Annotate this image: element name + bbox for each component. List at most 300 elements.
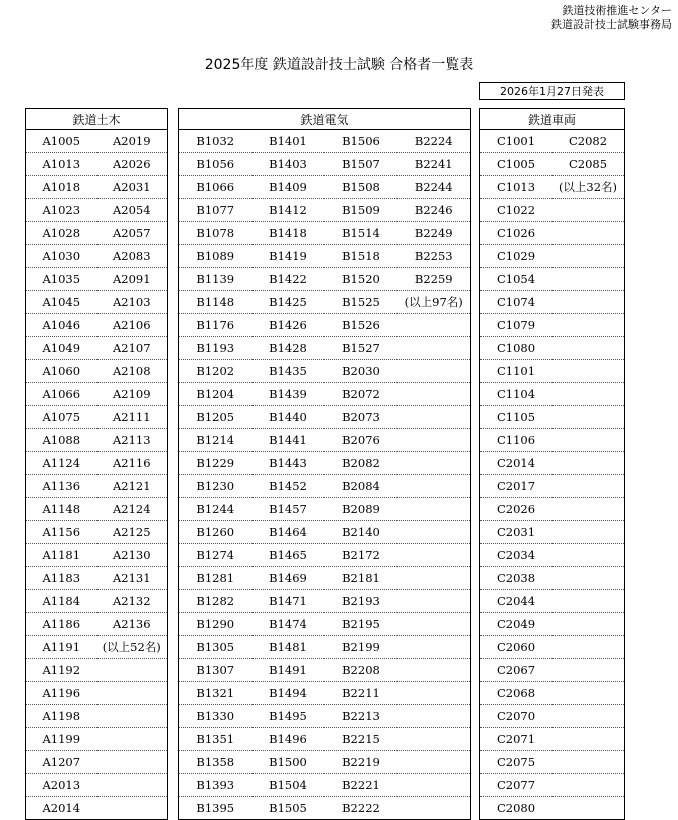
- examinee-number-cell: B1500: [252, 751, 325, 774]
- examinee-number-cell: B1305: [179, 636, 252, 659]
- examinee-number-cell: C1105: [480, 406, 553, 429]
- electric-table: [178, 108, 471, 820]
- table-row: [26, 360, 168, 383]
- examinee-number-cell: B1507: [324, 153, 397, 176]
- examinee-number-cell: A1183: [26, 567, 97, 590]
- examinee-number-cell: B1077: [179, 199, 252, 222]
- table-row: [26, 337, 168, 360]
- table-row: [480, 498, 625, 521]
- examinee-number-cell: B1321: [179, 682, 252, 705]
- examinee-number-cell: [397, 544, 470, 567]
- examinee-number-cell: B1525: [324, 291, 397, 314]
- examinee-number-cell: [397, 728, 470, 751]
- examinee-number-cell: A1030: [26, 245, 97, 268]
- table-row: [480, 153, 625, 176]
- examinee-number-cell: A1046: [26, 314, 97, 337]
- table-row: [480, 728, 625, 751]
- examinee-number-cell: [397, 682, 470, 705]
- table-row: [480, 245, 625, 268]
- examinee-number-cell: B2089: [324, 498, 397, 521]
- examinee-number-cell: C2082: [552, 130, 625, 153]
- examinee-number-cell: A2019: [97, 130, 168, 153]
- examinee-number-cell: A2108: [97, 360, 168, 383]
- examinee-number-cell: A1196: [26, 682, 97, 705]
- examinee-number-cell: [397, 406, 470, 429]
- examinee-number-cell: [552, 521, 625, 544]
- examinee-number-cell: B1412: [252, 199, 325, 222]
- examinee-number-cell: B1464: [252, 521, 325, 544]
- examinee-number-cell: A1049: [26, 337, 97, 360]
- examinee-number-cell: B1452: [252, 475, 325, 498]
- examinee-number-cell: (以上97名): [397, 291, 470, 314]
- examinee-number-cell: A1018: [26, 176, 97, 199]
- table-row: [480, 475, 625, 498]
- examinee-number-cell: B1520: [324, 268, 397, 291]
- table-row: [179, 130, 471, 153]
- examinee-number-cell: B1351: [179, 728, 252, 751]
- table-row: [480, 406, 625, 429]
- examinee-number-cell: [397, 705, 470, 728]
- examinee-number-cell: [97, 659, 168, 682]
- examinee-number-cell: C1101: [480, 360, 553, 383]
- table-row: [26, 682, 168, 705]
- examinee-number-cell: B2219: [324, 751, 397, 774]
- examinee-number-cell: [97, 751, 168, 774]
- table-row: [26, 659, 168, 682]
- table-row: [480, 613, 625, 636]
- examinee-number-cell: B1419: [252, 245, 325, 268]
- table-row: [480, 567, 625, 590]
- examinee-number-cell: A1066: [26, 383, 97, 406]
- examinee-number-cell: B2195: [324, 613, 397, 636]
- examinee-number-cell: C2080: [496, 801, 536, 815]
- examinee-number-cell: A2109: [97, 383, 168, 406]
- table-row: [480, 314, 625, 337]
- organization-name: 鉄道技術推進センター: [562, 4, 672, 17]
- examinee-number-cell: A1028: [26, 222, 97, 245]
- examinee-number-cell: C2044: [480, 590, 553, 613]
- table-row: [179, 452, 471, 475]
- examinee-number-cell: [552, 383, 625, 406]
- examinee-number-cell: [552, 406, 625, 429]
- examinee-number-cell: C1079: [480, 314, 553, 337]
- examinee-number-cell: [397, 774, 470, 797]
- table-row: [480, 659, 625, 682]
- examinee-number-cell: B2208: [324, 659, 397, 682]
- examinee-number-cell: B1202: [179, 360, 252, 383]
- examinee-number-cell: [552, 705, 625, 728]
- table-row: [480, 429, 625, 452]
- examinee-number-cell: B2072: [324, 383, 397, 406]
- table-row: [480, 544, 625, 567]
- examinee-number-cell: C2038: [480, 567, 553, 590]
- examinee-number-cell: B2211: [324, 682, 397, 705]
- table-row: [480, 636, 625, 659]
- examinee-number-cell: C2075: [480, 751, 553, 774]
- examinee-number-cell: A1124: [26, 452, 97, 475]
- examinee-number-cell: B1474: [252, 613, 325, 636]
- table-row: [26, 222, 168, 245]
- examinee-number-cell: B1244: [179, 498, 252, 521]
- examinee-number-cell: B1471: [252, 590, 325, 613]
- examinee-number-cell: A1045: [26, 291, 97, 314]
- table-row: [179, 176, 471, 199]
- examinee-number-cell: B1393: [179, 774, 252, 797]
- examinee-number-cell: C1029: [480, 245, 553, 268]
- examinee-number-cell: B2222: [342, 801, 380, 815]
- table-row: [179, 337, 471, 360]
- examinee-number-cell: B1274: [179, 544, 252, 567]
- table-row: [179, 682, 471, 705]
- examinee-number-cell: B2221: [324, 774, 397, 797]
- examinee-number-cell: [397, 590, 470, 613]
- table-row: [480, 452, 625, 475]
- civil-table: [25, 108, 168, 820]
- examinee-number-cell: A2031: [97, 176, 168, 199]
- examinee-number-cell: A1191: [26, 636, 97, 659]
- examinee-number-cell: A1060: [26, 360, 97, 383]
- examinee-number-cell: C1013: [480, 176, 553, 199]
- examinee-number-cell: B1230: [179, 475, 252, 498]
- examinee-number-cell: [552, 613, 625, 636]
- table-row: [179, 314, 471, 337]
- examinee-number-cell: B1426: [252, 314, 325, 337]
- examinee-number-cell: B2084: [324, 475, 397, 498]
- examinee-number-cell: B1505: [269, 801, 307, 815]
- examinee-number-cell: B2259: [397, 268, 470, 291]
- examinee-number-cell: A2057: [97, 222, 168, 245]
- table-row: [480, 222, 625, 245]
- examinee-number-cell: [397, 567, 470, 590]
- examinee-number-cell: B2140: [324, 521, 397, 544]
- examinee-number-cell: [552, 797, 625, 820]
- examinee-number-cell: C1106: [480, 429, 553, 452]
- examinee-number-cell: B2073: [324, 406, 397, 429]
- examinee-number-cell: C1005: [480, 153, 553, 176]
- table-row: [26, 406, 168, 429]
- examinee-number-cell: B1193: [179, 337, 252, 360]
- examinee-number-cell: [397, 475, 470, 498]
- table-row: [26, 590, 168, 613]
- table-row: [480, 337, 625, 360]
- examinee-number-cell: [397, 383, 470, 406]
- table-row: [26, 153, 168, 176]
- examinee-number-cell: B1148: [179, 291, 252, 314]
- examinee-number-cell: A2113: [97, 429, 168, 452]
- table-row: [179, 590, 471, 613]
- examinee-number-cell: B1491: [252, 659, 325, 682]
- table-row: [480, 682, 625, 705]
- examinee-number-cell: B1401: [252, 130, 325, 153]
- table-row: [179, 751, 471, 774]
- table-row: [179, 383, 471, 406]
- table-row: [179, 544, 471, 567]
- examinee-number-cell: [397, 360, 470, 383]
- examinee-number-cell: [397, 452, 470, 475]
- examinee-number-cell: B1527: [324, 337, 397, 360]
- examinee-number-cell: [552, 222, 625, 245]
- table-row: [26, 774, 168, 797]
- table-row: [179, 705, 471, 728]
- table-row: [179, 475, 471, 498]
- examinee-number-cell: [397, 337, 470, 360]
- examinee-number-cell: B1443: [252, 452, 325, 475]
- examinee-number-cell: [397, 613, 470, 636]
- examinee-number-cell: B1056: [179, 153, 252, 176]
- table-row: [480, 268, 625, 291]
- table-row: [179, 797, 471, 820]
- examinee-number-cell: B1032: [179, 130, 252, 153]
- table-row: [26, 613, 168, 636]
- table-row: [26, 130, 168, 153]
- examinee-number-cell: B2244: [397, 176, 470, 199]
- examinee-number-cell: C1026: [480, 222, 553, 245]
- table-row: [26, 268, 168, 291]
- examinee-number-cell: [97, 797, 168, 820]
- announce-date: 2026年1月27日発表: [479, 82, 625, 100]
- page-title: 2025年度 鉄道設計技士試験 合格者一覧表: [204, 57, 474, 73]
- table-row: [26, 521, 168, 544]
- examinee-number-cell: [397, 314, 470, 337]
- examinee-number-cell: C2071: [480, 728, 553, 751]
- examinee-number-cell: A2121: [97, 475, 168, 498]
- table-row: [26, 199, 168, 222]
- examinee-number-cell: A1186: [26, 613, 97, 636]
- examinee-number-cell: [97, 728, 168, 751]
- table-row: [179, 153, 471, 176]
- examinee-number-cell: [552, 291, 625, 314]
- examinee-number-cell: B1089: [179, 245, 252, 268]
- examinee-number-cell: C1104: [480, 383, 553, 406]
- table-row: [179, 498, 471, 521]
- examinee-number-cell: B1204: [179, 383, 252, 406]
- table-row: [26, 429, 168, 452]
- table-row: [480, 176, 625, 199]
- table-row: [480, 360, 625, 383]
- examinee-number-cell: [397, 636, 470, 659]
- table-row: [179, 222, 471, 245]
- examinee-number-cell: A1156: [26, 521, 97, 544]
- examinee-number-cell: B2253: [397, 245, 470, 268]
- examinee-number-cell: B1330: [179, 705, 252, 728]
- examinee-number-cell: B1481: [252, 636, 325, 659]
- examinee-number-cell: A2132: [97, 590, 168, 613]
- examinee-number-cell: A1035: [26, 268, 97, 291]
- table-row: [179, 521, 471, 544]
- examinee-number-cell: C2049: [480, 613, 553, 636]
- examinee-number-cell: B1290: [179, 613, 252, 636]
- examinee-number-cell: C1074: [480, 291, 553, 314]
- examinee-number-cell: [397, 498, 470, 521]
- examinee-number-cell: B1495: [252, 705, 325, 728]
- examinee-number-cell: B2246: [397, 199, 470, 222]
- table-row: [480, 774, 625, 797]
- examinee-number-cell: B1439: [252, 383, 325, 406]
- table-row: [480, 291, 625, 314]
- table-row: [179, 245, 471, 268]
- examinee-number-cell: B2241: [397, 153, 470, 176]
- examinee-number-cell: C2067: [480, 659, 553, 682]
- examinee-number-cell: [552, 567, 625, 590]
- table-row: [26, 245, 168, 268]
- examinee-number-cell: B1205: [179, 406, 252, 429]
- examinee-number-cell: C1080: [480, 337, 553, 360]
- examinee-number-cell: B1066: [179, 176, 252, 199]
- vehicle-header: 鉄道車両: [480, 109, 625, 130]
- examinee-number-cell: B1425: [252, 291, 325, 314]
- examinee-number-cell: A2083: [97, 245, 168, 268]
- examinee-number-cell: B1229: [179, 452, 252, 475]
- table-row: [179, 268, 471, 291]
- examinee-number-cell: A2116: [97, 452, 168, 475]
- table-row: [179, 774, 471, 797]
- examinee-number-cell: B1518: [324, 245, 397, 268]
- examinee-number-cell: B1176: [179, 314, 252, 337]
- examinee-number-cell: [97, 705, 168, 728]
- examinee-number-cell: B2215: [324, 728, 397, 751]
- examinee-number-cell: A2111: [97, 406, 168, 429]
- examinee-number-cell: A2136: [97, 613, 168, 636]
- examinee-number-cell: A1199: [26, 728, 97, 751]
- examinee-number-cell: B1504: [252, 774, 325, 797]
- examinee-number-cell: A1184: [26, 590, 97, 613]
- examinee-number-cell: [552, 728, 625, 751]
- examinee-number-cell: A1136: [26, 475, 97, 498]
- table-row: [179, 613, 471, 636]
- examinee-number-cell: B1526: [324, 314, 397, 337]
- examinee-number-cell: A2106: [97, 314, 168, 337]
- examinee-number-cell: [97, 774, 168, 797]
- examinee-number-cell: B1422: [252, 268, 325, 291]
- examinee-number-cell: A2013: [26, 774, 97, 797]
- examinee-number-cell: B1509: [324, 199, 397, 222]
- examinee-number-cell: A1181: [26, 544, 97, 567]
- table-row: [26, 452, 168, 475]
- examinee-number-cell: A2014: [42, 801, 81, 815]
- examinee-number-cell: B1465: [252, 544, 325, 567]
- examinee-number-cell: A1192: [26, 659, 97, 682]
- examinee-number-cell: B1307: [179, 659, 252, 682]
- table-row: [26, 176, 168, 199]
- table-row: [480, 383, 625, 406]
- examinee-number-cell: B1506: [324, 130, 397, 153]
- table-row: [480, 130, 625, 153]
- table-row: [26, 291, 168, 314]
- examinee-number-cell: A1005: [26, 130, 97, 153]
- examinee-number-cell: B1281: [179, 567, 252, 590]
- table-row: [26, 728, 168, 751]
- table-row: [480, 797, 625, 820]
- examinee-number-cell: [552, 751, 625, 774]
- office-name: 鉄道設計技士試験事務局: [551, 18, 672, 31]
- table-row: [26, 751, 168, 774]
- table-row: [26, 383, 168, 406]
- examinee-number-cell: [552, 199, 625, 222]
- examinee-number-cell: A1023: [26, 199, 97, 222]
- table-row: [480, 199, 625, 222]
- examinee-number-cell: A2124: [97, 498, 168, 521]
- table-row: [26, 705, 168, 728]
- examinee-number-cell: B2224: [397, 130, 470, 153]
- table-row: [179, 199, 471, 222]
- examinee-number-cell: B1469: [252, 567, 325, 590]
- examinee-number-cell: (以上32名): [552, 176, 625, 199]
- vehicle-table: [479, 108, 625, 820]
- table-row: [26, 475, 168, 498]
- examinee-number-cell: [552, 475, 625, 498]
- examinee-number-cell: C2014: [480, 452, 553, 475]
- examinee-number-cell: [552, 590, 625, 613]
- table-row: [179, 636, 471, 659]
- examinee-number-cell: A2130: [97, 544, 168, 567]
- examinee-number-cell: B2082: [324, 452, 397, 475]
- examinee-number-cell: B1418: [252, 222, 325, 245]
- examinee-number-cell: A1013: [26, 153, 97, 176]
- examinee-number-cell: [552, 429, 625, 452]
- examinee-number-cell: [552, 544, 625, 567]
- examinee-number-cell: C2085: [552, 153, 625, 176]
- electric-header: 鉄道電気: [179, 109, 471, 130]
- examinee-number-cell: B1139: [179, 268, 252, 291]
- table-row: [26, 498, 168, 521]
- table-row: [179, 567, 471, 590]
- examinee-number-cell: C2060: [480, 636, 553, 659]
- examinee-number-cell: B1282: [179, 590, 252, 613]
- table-row: [179, 429, 471, 452]
- examinee-number-cell: B2249: [397, 222, 470, 245]
- examinee-number-cell: A1088: [26, 429, 97, 452]
- examinee-number-cell: [552, 337, 625, 360]
- table-row: [480, 751, 625, 774]
- examinee-number-cell: B1457: [252, 498, 325, 521]
- examinee-number-cell: A2054: [97, 199, 168, 222]
- examinee-number-cell: B1409: [252, 176, 325, 199]
- examinee-number-cell: B2213: [324, 705, 397, 728]
- examinee-number-cell: B2030: [324, 360, 397, 383]
- table-row: [480, 705, 625, 728]
- table-row: [26, 567, 168, 590]
- examinee-number-cell: B1078: [179, 222, 252, 245]
- examinee-number-cell: [397, 521, 470, 544]
- examinee-number-cell: [552, 659, 625, 682]
- examinee-number-cell: A2091: [97, 268, 168, 291]
- examinee-number-cell: C2017: [480, 475, 553, 498]
- examinee-number-cell: A2131: [97, 567, 168, 590]
- table-row: [179, 659, 471, 682]
- examinee-number-cell: B1440: [252, 406, 325, 429]
- examinee-number-cell: C1022: [480, 199, 553, 222]
- examinee-number-cell: B1496: [252, 728, 325, 751]
- examinee-number-cell: C2068: [480, 682, 553, 705]
- examinee-number-cell: (以上52名): [97, 636, 168, 659]
- examinee-number-cell: [552, 314, 625, 337]
- examinee-number-cell: C1054: [480, 268, 553, 291]
- examinee-number-cell: B2181: [324, 567, 397, 590]
- examinee-number-cell: B1441: [252, 429, 325, 452]
- examinee-number-cell: [552, 245, 625, 268]
- examinee-number-cell: A2103: [97, 291, 168, 314]
- examinee-number-cell: A1148: [26, 498, 97, 521]
- examinee-number-cell: C2077: [480, 774, 553, 797]
- examinee-number-cell: [552, 682, 625, 705]
- table-row: [179, 360, 471, 383]
- examinee-number-cell: [552, 268, 625, 291]
- examinee-number-cell: [552, 452, 625, 475]
- examinee-number-cell: [97, 682, 168, 705]
- table-row: [480, 521, 625, 544]
- examinee-number-cell: B1508: [324, 176, 397, 199]
- examinee-number-cell: A1075: [26, 406, 97, 429]
